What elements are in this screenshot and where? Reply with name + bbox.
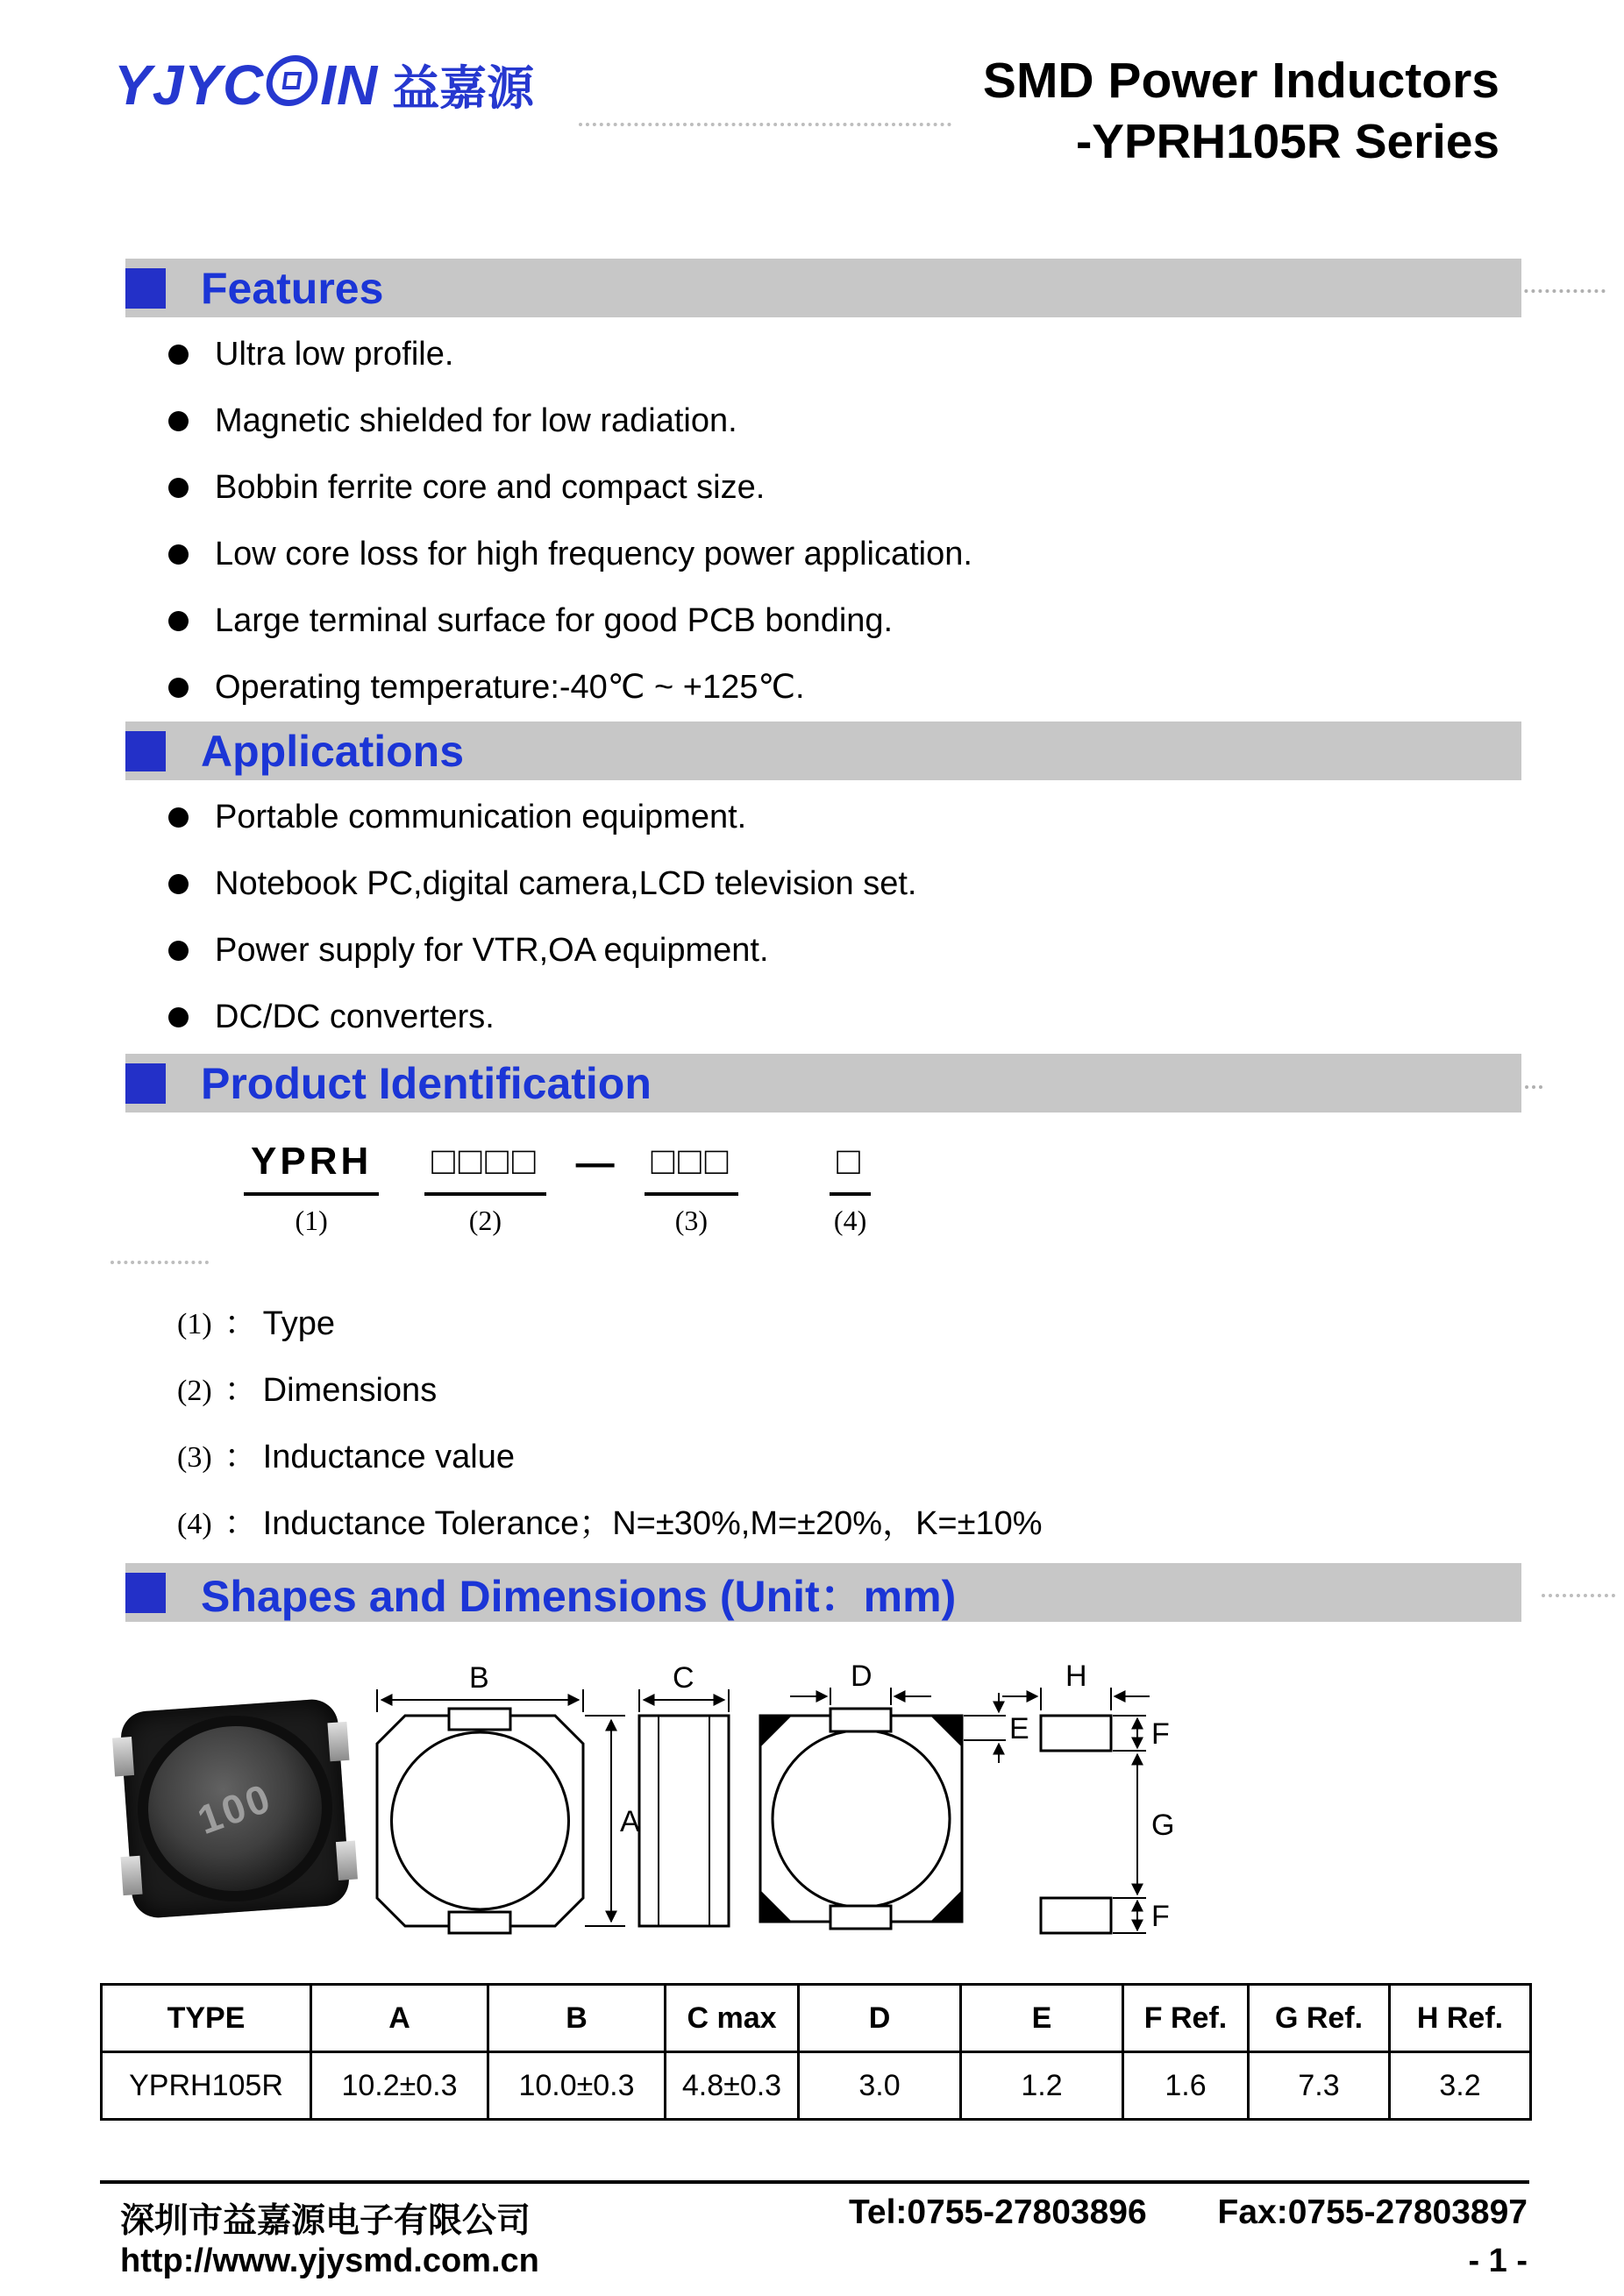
feature-text: Large terminal surface for good PCB bonding.: [215, 602, 894, 639]
code-part-dimensions: [424, 1140, 545, 1237]
col-header-href: H Ref.: [1390, 1985, 1531, 2052]
application-item: [168, 931, 917, 998]
legend-num: (2): [177, 1375, 212, 1407]
website-link[interactable]: http://www.yjysmd.com.cn: [120, 2243, 539, 2279]
code-dimensions-boxes: □□□□: [424, 1140, 545, 1196]
code-label-2: (2): [468, 1205, 502, 1236]
bullet-icon: [168, 345, 189, 365]
col-header-a: A: [311, 1985, 488, 2052]
col-header-e: E: [961, 1985, 1123, 2052]
inductance-marking: 100: [191, 1774, 279, 1844]
legend-text: Inductance Tolerance；N=±30%,M=±20%，K=±10%: [262, 1505, 1043, 1542]
company-name: 深圳市益嘉源电子有限公司: [120, 2202, 531, 2240]
bullet-icon: [168, 678, 189, 698]
application-item: [168, 864, 917, 931]
footer-website-row: [120, 2243, 1528, 2280]
dim-label-b: B: [469, 1661, 489, 1695]
contact-info: [849, 2193, 1528, 2243]
section-header-product-identification: [125, 1054, 1521, 1112]
footer-company-row: [120, 2193, 1528, 2243]
section-square-icon: [125, 268, 166, 309]
code-tolerance-box: □: [830, 1140, 871, 1196]
table-row: [102, 2052, 1531, 2120]
cell-href: 3.2: [1390, 2052, 1531, 2120]
legend-item: [177, 1304, 1043, 1371]
bullet-icon: [168, 478, 189, 498]
coin-icon: [263, 55, 321, 106]
code-type-text: YPRH: [244, 1140, 379, 1196]
section-title-applications: Applications: [201, 726, 465, 776]
dim-label-g: G: [1151, 1809, 1175, 1842]
bullet-icon: [168, 874, 189, 894]
legend-separator: ：: [224, 1372, 258, 1409]
feature-item: [168, 335, 972, 402]
cell-gref: 7.3: [1249, 2052, 1390, 2120]
top-view-drawing: [377, 1689, 625, 1933]
dim-label-f-top: F: [1151, 1717, 1170, 1751]
fax-number: Fax:0755-27803897: [1217, 2193, 1528, 2231]
section-header-features: [125, 259, 1521, 317]
bullet-icon: [168, 544, 189, 565]
feature-text: Ultra low profile.: [215, 336, 454, 373]
legend-num: (1): [177, 1308, 212, 1340]
cell-a: 10.2±0.3: [311, 2052, 488, 2120]
section-square-icon: [125, 731, 166, 771]
application-text: DC/DC converters.: [215, 999, 495, 1035]
bullet-icon: [168, 411, 189, 431]
dim-label-f-bottom: F: [1151, 1900, 1170, 1933]
code-part-inductance: [645, 1140, 739, 1237]
feature-item: [168, 535, 972, 601]
legend-text: Dimensions: [262, 1372, 438, 1409]
code-label-3: (3): [674, 1205, 709, 1236]
dim-label-a: A: [620, 1805, 640, 1838]
bullet-icon: [168, 611, 189, 631]
inductor-body: [119, 1698, 351, 1920]
section-square-icon: [125, 1063, 166, 1104]
features-list: [168, 335, 972, 735]
section-title-product-identification: Product Identification: [201, 1058, 652, 1108]
col-header-d: D: [799, 1985, 961, 2052]
coin-hole-icon: [282, 72, 303, 89]
document-title: [983, 51, 1499, 171]
shapes-drawings-area: [0, 1661, 1624, 1968]
section-square-icon: [125, 1573, 166, 1613]
terminal-tab: [112, 1737, 134, 1776]
cell-type: YPRH105R: [102, 2052, 311, 2120]
page-header: [114, 51, 1499, 171]
legend-num: (3): [177, 1441, 212, 1474]
section-title-features: Features: [201, 263, 384, 313]
dimensions-table: [100, 1983, 1532, 2121]
code-label-1: (1): [295, 1205, 328, 1236]
legend-text: Inductance value: [262, 1439, 515, 1475]
code-part-type: [244, 1140, 379, 1237]
footer-divider: [100, 2180, 1529, 2184]
application-text: Power supply for VTR,OA equipment.: [215, 932, 769, 969]
dim-label-h: H: [1065, 1661, 1087, 1693]
part-number-diagram: [244, 1140, 871, 1237]
legend-item: [177, 1438, 1043, 1504]
code-dash: —: [575, 1141, 615, 1184]
feature-text: Low core loss for high frequency power application.: [215, 536, 972, 572]
logo-text-cn: 益嘉源: [392, 62, 535, 115]
company-logo: [114, 51, 534, 118]
application-item: [168, 798, 917, 864]
code-inductance-boxes: □□□: [645, 1140, 739, 1196]
dim-label-c: C: [673, 1661, 694, 1695]
part-number-legend: [177, 1304, 1043, 1571]
ferrite-core: [132, 1710, 338, 1909]
cell-b: 10.0±0.3: [488, 2052, 666, 2120]
col-header-type: TYPE: [102, 1985, 311, 2052]
legend-separator: ：: [224, 1305, 258, 1342]
feature-item: [168, 468, 972, 535]
bullet-icon: [168, 807, 189, 828]
dotted-divider: [1542, 1594, 1615, 1597]
title-line-2: -YPRH105R Series: [1075, 113, 1499, 168]
feature-text: Magnetic shielded for low radiation.: [215, 402, 737, 439]
feature-item: [168, 402, 972, 468]
code-label-4: (4): [833, 1205, 867, 1236]
legend-separator: ：: [224, 1505, 258, 1542]
cell-fref: 1.6: [1123, 2052, 1249, 2120]
section-header-shapes: [125, 1563, 1521, 1622]
terminal-tab: [121, 1856, 143, 1895]
title-line-1: SMD Power Inductors: [982, 53, 1499, 109]
col-header-fref: F Ref.: [1123, 1985, 1249, 2052]
col-header-cmax: C max: [666, 1985, 799, 2052]
application-text: Portable communication equipment.: [215, 799, 747, 835]
cell-d: 3.0: [799, 2052, 961, 2120]
bullet-icon: [168, 1007, 189, 1027]
side-view-drawing: [639, 1689, 729, 1926]
cell-cmax: 4.8±0.3: [666, 2052, 799, 2120]
bullet-icon: [168, 941, 189, 961]
application-text: Notebook PC,digital camera,LCD television set.: [215, 865, 917, 902]
applications-list: [168, 798, 917, 1064]
legend-num: (4): [177, 1508, 212, 1540]
col-header-b: B: [488, 1985, 666, 2052]
page-number: - 1 -: [1468, 2243, 1528, 2279]
tel-number: Tel:0755-27803896: [848, 2193, 1147, 2231]
code-part-tolerance: [830, 1140, 871, 1237]
dotted-divider: [110, 1261, 209, 1264]
section-header-applications: [125, 721, 1521, 780]
inductor-photo: [116, 1698, 354, 1923]
feature-text: Operating temperature:-40℃ ~ +125℃.: [215, 669, 805, 706]
feature-item: [168, 601, 972, 668]
cell-e: 1.2: [961, 2052, 1123, 2120]
dimension-drawings-svg: [346, 1661, 1223, 1964]
legend-text: Type: [262, 1305, 336, 1342]
bottom-view-drawing: [760, 1688, 1006, 1929]
col-header-gref: G Ref.: [1249, 1985, 1390, 2052]
feature-text: Bobbin ferrite core and compact size.: [215, 469, 766, 506]
dim-label-d: D: [851, 1661, 873, 1693]
section-title-shapes: Shapes and Dimensions (Unit：mm): [201, 1571, 957, 1621]
legend-separator: ：: [224, 1439, 258, 1475]
dim-label-e: E: [1009, 1712, 1029, 1745]
legend-item: [177, 1371, 1043, 1438]
logo-text-en: YJYC IN: [114, 53, 379, 117]
table-header-row: [102, 1985, 1531, 2052]
